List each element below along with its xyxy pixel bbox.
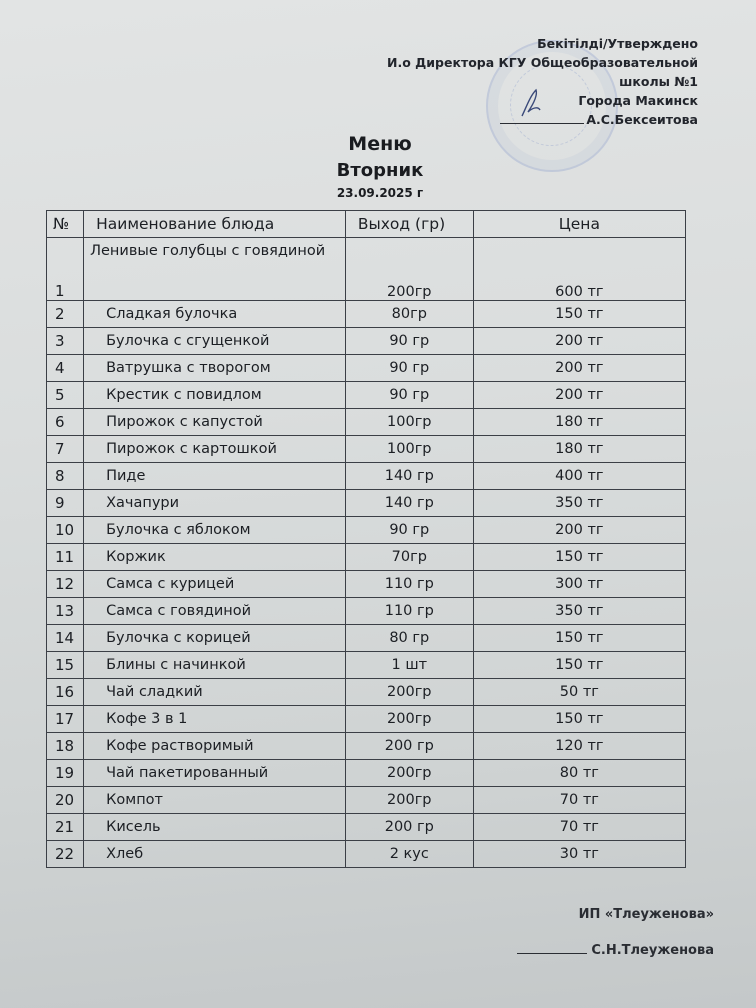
row-price: 350 тг bbox=[473, 598, 685, 625]
row-dish-name: Блины с начинкой bbox=[84, 652, 346, 679]
table-row bbox=[47, 328, 686, 355]
row-price: 300 тг bbox=[473, 571, 685, 598]
row-number: 8 bbox=[47, 463, 84, 490]
approval-line-3: школы №1 bbox=[619, 74, 698, 89]
row-portion: 140 гр bbox=[345, 463, 473, 490]
row-number: 9 bbox=[47, 490, 84, 517]
row-number: 18 bbox=[47, 733, 84, 760]
menu-table bbox=[46, 210, 686, 868]
footer-company: ИП «Тлеуженова» bbox=[578, 907, 714, 922]
row-dish-name: Самса с говядиной bbox=[84, 598, 346, 625]
row-number: 10 bbox=[47, 517, 84, 544]
header-number: № bbox=[47, 211, 84, 238]
row-price: 180 тг bbox=[473, 409, 685, 436]
row-price: 600 тг bbox=[473, 238, 685, 301]
row-price: 150 тг bbox=[473, 625, 685, 652]
row-dish-name: Крестик с повидлом bbox=[84, 382, 346, 409]
row-dish-name: Чай пакетированный bbox=[84, 760, 346, 787]
row-portion: 2 кус bbox=[345, 841, 473, 868]
row-portion: 90 гр bbox=[345, 328, 473, 355]
row-portion: 200 гр bbox=[345, 814, 473, 841]
row-dish-name: Пирожок с картошкой bbox=[84, 436, 346, 463]
row-price: 70 тг bbox=[473, 814, 685, 841]
row-portion: 90 гр bbox=[345, 355, 473, 382]
menu-title-block bbox=[230, 130, 530, 202]
row-price: 70 тг bbox=[473, 787, 685, 814]
row-portion: 90 гр bbox=[345, 517, 473, 544]
table-row bbox=[47, 841, 686, 868]
table-row bbox=[47, 436, 686, 463]
row-number: 17 bbox=[47, 706, 84, 733]
table-row bbox=[47, 517, 686, 544]
row-portion: 100гр bbox=[345, 436, 473, 463]
row-number: 2 bbox=[47, 301, 84, 328]
table-row bbox=[47, 238, 686, 301]
approval-line-1: Бекітілді/Утверждено bbox=[537, 36, 698, 51]
table-row bbox=[47, 409, 686, 436]
row-dish-name: Самса с курицей bbox=[84, 571, 346, 598]
row-dish-name: Сладкая булочка bbox=[84, 301, 346, 328]
row-price: 150 тг bbox=[473, 301, 685, 328]
table-row bbox=[47, 544, 686, 571]
row-dish-name: Булочка с сгущенкой bbox=[84, 328, 346, 355]
row-price: 200 тг bbox=[473, 355, 685, 382]
row-price: 200 тг bbox=[473, 328, 685, 355]
header-portion: Выход (гр) bbox=[345, 211, 473, 238]
row-number: 1 bbox=[47, 238, 84, 301]
table-row bbox=[47, 652, 686, 679]
row-portion: 200гр bbox=[345, 679, 473, 706]
row-number: 11 bbox=[47, 544, 84, 571]
row-number: 13 bbox=[47, 598, 84, 625]
row-portion: 200гр bbox=[345, 787, 473, 814]
row-number: 12 bbox=[47, 571, 84, 598]
table-row bbox=[47, 571, 686, 598]
row-portion: 70гр bbox=[345, 544, 473, 571]
row-number: 15 bbox=[47, 652, 84, 679]
row-dish-name: Кофе растворимый bbox=[84, 733, 346, 760]
row-dish-name: Ленивые голубцы с говядиной bbox=[84, 238, 346, 301]
row-price: 200 тг bbox=[473, 517, 685, 544]
row-portion: 110 гр bbox=[345, 598, 473, 625]
table-header-row bbox=[47, 211, 686, 238]
row-portion: 200 гр bbox=[345, 733, 473, 760]
footer-signatory: С.Н.Тлеуженова bbox=[591, 943, 714, 958]
row-price: 80 тг bbox=[473, 760, 685, 787]
row-price: 180 тг bbox=[473, 436, 685, 463]
row-price: 120 тг bbox=[473, 733, 685, 760]
menu-day: Вторник bbox=[336, 160, 424, 181]
row-dish-name: Кисель bbox=[84, 814, 346, 841]
row-portion: 80гр bbox=[345, 301, 473, 328]
table-row bbox=[47, 382, 686, 409]
row-number: 21 bbox=[47, 814, 84, 841]
table-row bbox=[47, 463, 686, 490]
row-dish-name: Ватрушка с творогом bbox=[84, 355, 346, 382]
row-dish-name: Кофе 3 в 1 bbox=[84, 706, 346, 733]
table-row bbox=[47, 625, 686, 652]
row-dish-name: Хлеб bbox=[84, 841, 346, 868]
row-number: 5 bbox=[47, 382, 84, 409]
row-number: 16 bbox=[47, 679, 84, 706]
menu-date: 23.09.2025 г bbox=[336, 186, 424, 200]
row-portion: 200гр bbox=[345, 760, 473, 787]
row-number: 3 bbox=[47, 328, 84, 355]
table-row bbox=[47, 598, 686, 625]
row-number: 6 bbox=[47, 409, 84, 436]
row-number: 20 bbox=[47, 787, 84, 814]
row-portion: 100гр bbox=[345, 409, 473, 436]
table-row bbox=[47, 760, 686, 787]
row-number: 4 bbox=[47, 355, 84, 382]
row-price: 50 тг bbox=[473, 679, 685, 706]
row-price: 400 тг bbox=[473, 463, 685, 490]
row-dish-name: Пиде bbox=[84, 463, 346, 490]
row-portion: 140 гр bbox=[345, 490, 473, 517]
row-dish-name: Хачапури bbox=[84, 490, 346, 517]
table-row bbox=[47, 733, 686, 760]
row-number: 7 bbox=[47, 436, 84, 463]
header-dish-name: Наименование блюда bbox=[84, 211, 346, 238]
approval-line-4: Города Макинск bbox=[578, 93, 698, 108]
footer-signature-line bbox=[517, 941, 714, 961]
table-row bbox=[47, 787, 686, 814]
row-portion: 200гр bbox=[345, 706, 473, 733]
row-portion: 110 гр bbox=[345, 571, 473, 598]
row-dish-name: Коржик bbox=[84, 544, 346, 571]
table-row bbox=[47, 355, 686, 382]
row-price: 200 тг bbox=[473, 382, 685, 409]
row-number: 19 bbox=[47, 760, 84, 787]
row-dish-name: Булочка с яблоком bbox=[84, 517, 346, 544]
row-price: 150 тг bbox=[473, 544, 685, 571]
row-price: 150 тг bbox=[473, 652, 685, 679]
row-dish-name: Пирожок с капустой bbox=[84, 409, 346, 436]
row-number: 22 bbox=[47, 841, 84, 868]
row-portion: 90 гр bbox=[345, 382, 473, 409]
table-row bbox=[47, 490, 686, 517]
row-price: 350 тг bbox=[473, 490, 685, 517]
row-number: 14 bbox=[47, 625, 84, 652]
table-row bbox=[47, 706, 686, 733]
approval-line-2: И.о Директора КГУ Общеобразовательной bbox=[387, 55, 698, 70]
table-row bbox=[47, 679, 686, 706]
row-price: 150 тг bbox=[473, 706, 685, 733]
row-portion: 80 гр bbox=[345, 625, 473, 652]
row-dish-name: Чай сладкий bbox=[84, 679, 346, 706]
table-row bbox=[47, 814, 686, 841]
row-dish-name: Булочка с корицей bbox=[84, 625, 346, 652]
header-price: Цена bbox=[473, 211, 685, 238]
row-price: 30 тг bbox=[473, 841, 685, 868]
row-dish-name: Компот bbox=[84, 787, 346, 814]
footer-underline bbox=[517, 943, 587, 954]
table-row bbox=[47, 301, 686, 328]
approval-signatory: А.С.Бексеитова bbox=[586, 112, 698, 127]
footer-block bbox=[517, 905, 714, 961]
row-portion: 1 шт bbox=[345, 652, 473, 679]
menu-heading: Меню bbox=[348, 133, 412, 155]
row-portion: 200гр bbox=[345, 238, 473, 301]
handwritten-signature-icon bbox=[518, 86, 544, 120]
